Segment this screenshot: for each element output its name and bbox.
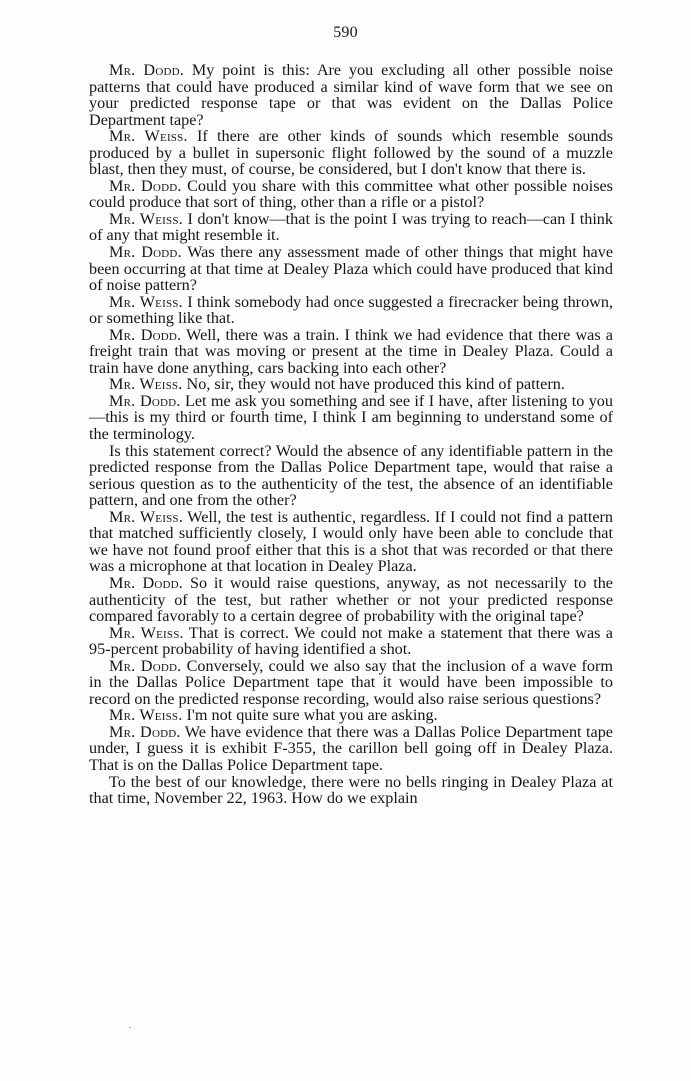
speaker-name: Mr. Weiss.: [109, 127, 188, 146]
speaker-name: Mr. Dodd.: [109, 656, 182, 675]
speech-text: I think somebody had once suggested a firecracker being thrown, or something like that.: [89, 292, 613, 328]
speech-text: Was there any assessment made of other things that might have been occurring at that time at Dealey Plaza which could have produced that kind of noise pattern?: [89, 243, 613, 295]
transcript-paragraph: [89, 128, 613, 178]
speaker-name: Mr. Dodd.: [109, 243, 182, 262]
speech-text: Well, there was a train. I think we had evidence that there was a freight train that was moving or present at the time in Dealey Plaza. Could a train have done anything, cars backing into each other?: [89, 325, 613, 377]
transcript-paragraph: [89, 774, 613, 807]
transcript-body: [89, 62, 613, 807]
transcript-paragraph: [89, 393, 613, 443]
transcript-paragraph: [89, 509, 613, 575]
speech-text: I'm not quite sure what you are asking.: [182, 706, 438, 725]
speech-text: No, sir, they would not have produced this kind of pattern.: [182, 375, 565, 394]
speech-text: Well, the test is authentic, regardless. If I could not find a pattern that matched sufficiently closely, I would only have been able to conclude that we have not found proof either that this is a shot that was recorded or that there was a microphone at that location in Dealey Plaza.: [89, 507, 613, 576]
transcript-paragraph: [89, 575, 613, 625]
transcript-paragraph: [89, 244, 613, 294]
speech-text: Could you share with this committee what other possible noises could produce that sort of thing, other than a rifle or a pistol?: [89, 176, 613, 212]
speaker-name: Mr. Weiss.: [109, 507, 183, 526]
speaker-name: Mr. Weiss.: [109, 623, 184, 642]
transcript-paragraph: [89, 443, 613, 509]
transcript-paragraph: [89, 62, 613, 128]
speaker-name: Mr. Dodd.: [109, 176, 182, 195]
transcript-paragraph: [89, 658, 613, 708]
speaker-name: Mr. Dodd.: [109, 722, 181, 741]
speech-text: I don't know—that is the point I was trying to reach—can I think of any that might resemble it.: [89, 209, 613, 245]
speech-text: Is this statement correct? Would the absence of any identifiable pattern in the predicted response from the Dallas Police Department tape, would that raise a serious question as to the authenticity of the test, the absence of an identifiable pattern, and one from the other?: [89, 441, 613, 510]
speaker-name: Mr. Dodd.: [109, 573, 184, 592]
transcript-paragraph: [89, 327, 613, 377]
speaker-name: Mr. Weiss.: [109, 375, 183, 394]
speech-text: Conversely, could we also say that the inclusion of a wave form in the Dallas Police Department tape that it would have been impossible to record on the predicted response recording, would also raise serious questions?: [89, 656, 613, 708]
speaker-name: Mr. Dodd.: [109, 391, 181, 410]
transcript-paragraph: [89, 724, 613, 774]
speech-text: That is correct. We could not make a statement that there was a 95-percent probability of having identified a shot.: [89, 623, 613, 659]
speaker-name: Mr. Weiss.: [109, 706, 183, 725]
transcript-paragraph: [89, 211, 613, 244]
speaker-name: Mr. Weiss.: [109, 292, 183, 311]
speaker-name: Mr. Weiss.: [109, 209, 183, 228]
transcript-paragraph: [89, 625, 613, 658]
transcript-paragraph: [89, 707, 613, 724]
page-number: 590: [333, 24, 358, 41]
speech-text: My point is this: Are you excluding all other possible noise patterns that could have produced a similar kind of wave form that we see on your predicted response tape or that was evident on the Dallas Police Department tape?: [89, 61, 613, 129]
speech-text: To the best of our knowledge, there were no bells ringing in Dealey Plaza at that time, November 22, 1963. How do we explain: [89, 772, 613, 808]
speech-text: If there are other kinds of sounds which resemble sounds produced by a bullet in supersonic flight followed by the sound of a muzzle blast, then they must, of course, be considered, but I don't know that there is.: [89, 127, 613, 179]
speech-text: Let me ask you something and see if I have, after listening to you—this is my third or fourth time, I think I am beginning to understand some of the terminology.: [89, 391, 613, 444]
speech-text: So it would raise questions, anyway, as not necessarily to the authenticity of the test, but rather whether or not your predicted response compared favorably to a certain degree of probability with the original tape?: [89, 573, 613, 626]
transcript-paragraph: [89, 178, 613, 211]
scan-speck: [129, 1027, 131, 1028]
speaker-name: Mr. Dodd.: [109, 61, 184, 79]
transcript-paragraph: [89, 376, 613, 393]
speaker-name: Mr. Dodd.: [109, 325, 182, 344]
transcript-paragraph: [89, 294, 613, 327]
speech-text: We have evidence that there was a Dallas Police Department tape under, I guess it is exhibit F-355, the carillon bell going off in Dealey Plaza. That is on the Dallas Police Department tape.: [89, 722, 613, 774]
